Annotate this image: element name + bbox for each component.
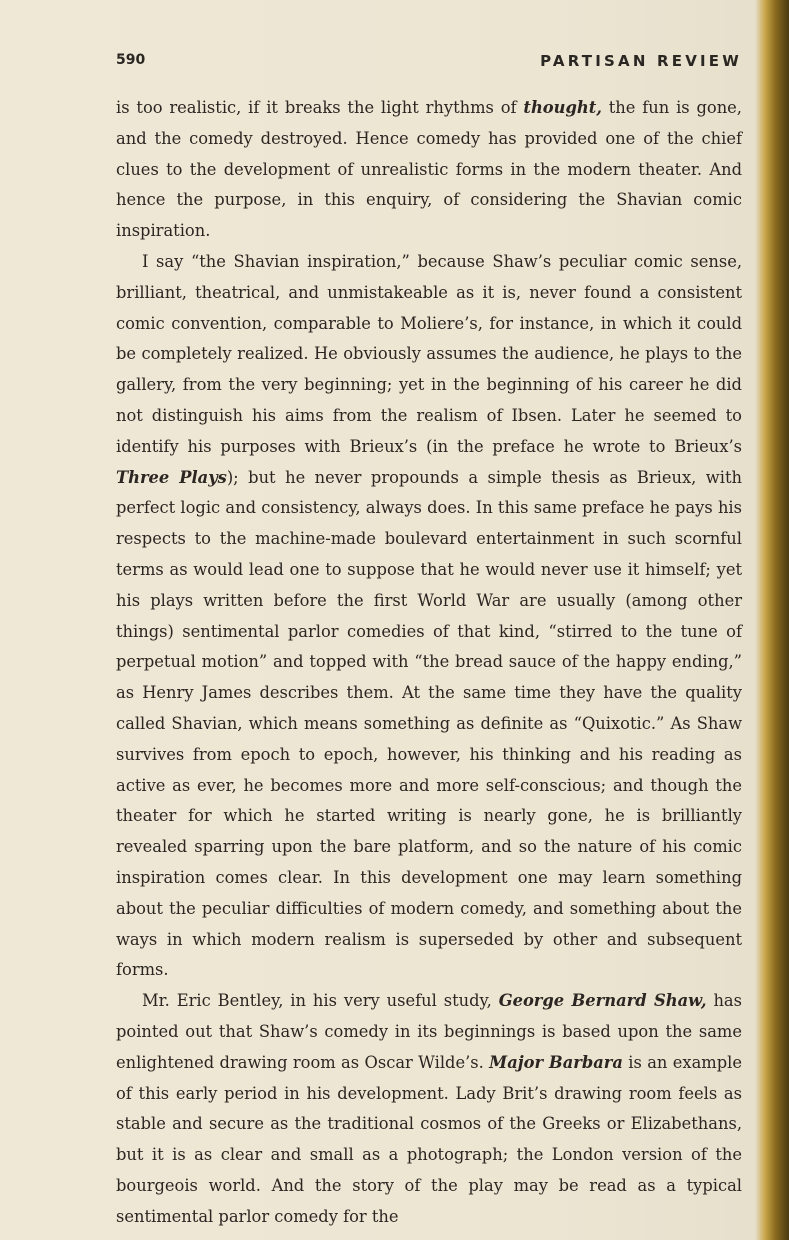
- text-run: Mr. Eric Bentley, in his very useful study,: [142, 991, 499, 1011]
- text-run: is an example of this early period in his development. Lady Brit’s drawing room feels as stable and secure as the traditional cosmos of the Greeks or Elizabethans, but it is as clear and small as a photograph; the London version of the bourgeois world. And the story of the play may be read as a typical sentimental parlor comedy for the: [116, 1052, 742, 1226]
- text-run: the fun is gone, and the comedy destroyed. Hence comedy has provided one of the chief clues to the development of unrealistic forms in the modern theater. And hence the purpose, in this enquiry, of considering the Shavian comic inspiration.: [116, 98, 742, 241]
- italic-run: Three Plays: [116, 467, 227, 487]
- paragraph-1: [116, 93, 742, 247]
- paragraph-2: [116, 247, 742, 986]
- italic-run: Major Barbara: [489, 1052, 623, 1072]
- text-run: ); but he never propounds a simple thesis as Brieux, with perfect logic and consistency, always does. In this same preface he pays his respects to the machine-made boulevard entertainment in such scornful terms as would lead one to suppose that he would never use it himself; yet his plays written before the first World War are usually (among other things) sentimental parlor comedies of that kind, “stirred to the tune of perpetual motion” and topped with “the bread sauce of the happy ending,” as Henry James describes them. At the same time they have the quality called Shavian, which means something as definite as “Quixotic.” As Shaw survives from epoch to epoch, however, his thinking and his reading as active as ever, he becomes more and more self-conscious; and though the theater for which he started writing is nearly gone, he is brilliantly revealed sparring upon the bare platform, and so the nature of his comic inspiration comes clear. In this development one may learn something about the peculiar difficulties of modern comedy, and something about the ways in which modern realism is superseded by other and subsequent forms.: [116, 467, 742, 980]
- italic-run: thought,: [523, 98, 602, 117]
- italic-run: George Bernard Shaw,: [498, 991, 707, 1011]
- book-spine-shadow: [755, 0, 789, 1240]
- paragraph-3: [116, 986, 742, 1232]
- page-number: 590: [116, 52, 146, 68]
- running-head: [116, 52, 742, 76]
- text-run: has pointed out that Shaw’s comedy in its beginnings is based upon the same enlightened drawing room as Oscar Wilde’s.: [116, 991, 742, 1072]
- text-run: I say “the Shavian inspiration,” because Shaw’s peculiar comic sense, brilliant, theatrical, and unmistakeable as it is, never found a consistent comic convention, comparable to Moliere’s, for instance, in which it could be completely realized. He obviously assumes the audience, he plays to the gallery, from the very beginning; yet in the beginning of his career he did not distinguish his aims from the realism of Ibsen. Later he seemed to identify his purposes with Brieux’s (in the preface he wrote to Brieux’s: [116, 251, 742, 456]
- text-run: is too realistic, if it breaks the light rhythms of: [116, 98, 524, 117]
- body-text: [116, 93, 742, 1232]
- journal-title: PARTISAN REVIEW: [540, 52, 742, 70]
